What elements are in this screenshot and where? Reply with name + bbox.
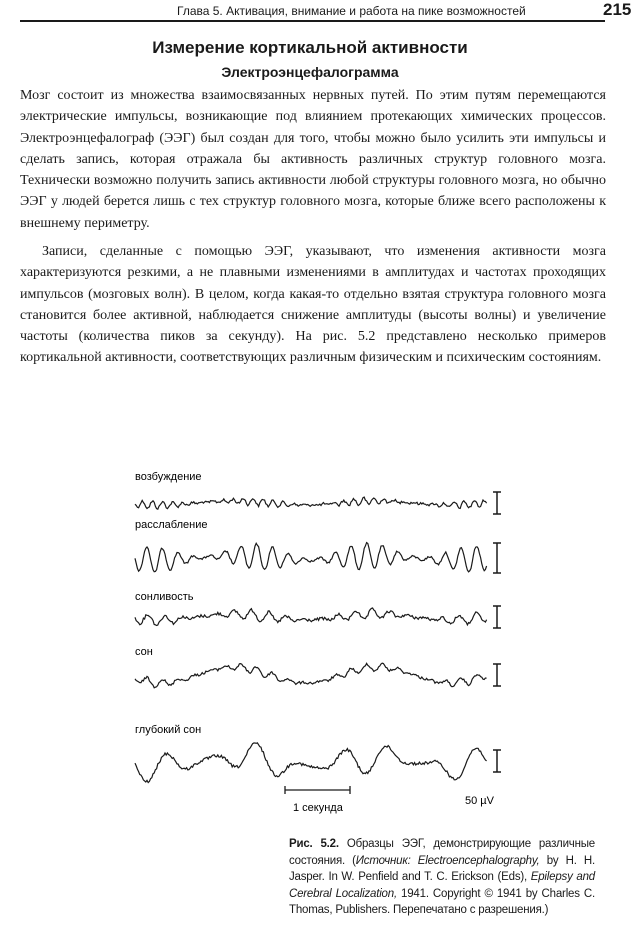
trace-label-deep-sleep: глубокий сон (135, 724, 202, 736)
paragraph-2: Записи, сделанные с помощью ЭЭГ, указывают, что изменения активности мозга характеризуются резкими, а не плавными изменениями в амплитудах и частотах проходящих импульсов (мозговых волн). В целом, когда какая-то отдельно взятая структура головного мозга становится более активной, наблюдается снижение амплитуды (высоты волны) и увеличение частоты (количества пиков за секунду). На рис. 5.2 представлено несколько примеров кортикальной активности, соответствующих различным физическим и психическим состояниям. (20, 244, 606, 366)
eeg-traces-svg (125, 460, 520, 820)
time-scale-bar (285, 786, 350, 794)
running-head-text: Глава 5. Активация, внимание и работа на пике возможностей (177, 4, 526, 18)
section-title: Измерение кортикальной активности (152, 38, 468, 57)
trace-label-sleep: сон (135, 646, 153, 658)
caption-source-label: Источник: (355, 854, 411, 867)
amplitude-scale-label: 50 µV (465, 795, 494, 807)
caption-source-rest: by H. H. Jasper. In W. Penfield and T. C. Erickson (Eds), (289, 854, 595, 884)
running-header (20, 0, 631, 22)
time-scale-label: 1 секунда (293, 802, 343, 814)
trace-label-drowsiness: сонливость (135, 591, 194, 603)
eeg-trace-sleep (135, 663, 487, 688)
eeg-trace-relaxation (135, 543, 487, 572)
trace-label-relaxation: расслабление (135, 519, 208, 531)
amplitude-scale-bars (493, 492, 501, 772)
figure-caption (289, 836, 595, 919)
section-subtitle: Электроэнцефалограмма (221, 64, 399, 80)
caption-tail: 1941. Copyright © 1941 by Charles C. Thomas, Publishers. Перепечатано с разрешения.) (289, 887, 595, 917)
eeg-trace-deep-sleep (135, 743, 487, 783)
eeg-trace-arousal (135, 497, 487, 509)
caption-text: Образцы ЭЭГ, демонстрирующие различные состояния. ( (289, 838, 595, 867)
eeg-figure (125, 460, 520, 820)
paragraph-1: Мозг состоит из множества взаимосвязанных нервных путей. По этим путям перемещаются электрические импульсы, возникающие под влиянием протекающих химических процессов. Электроэнцефалограф (ЭЭГ) был создан для того, чтобы можно было усилить эти импульсы и сделать запись, которая отражала бы активность различных структур головного мозга. Технически возможно получить запись активности любой структуры головного мозга, но обычно ЭЭГ у людей берется лишь с тех структур головного мозга, которые ближе всего расположены к внешнему периметру. (20, 88, 606, 231)
page-number: 215 (603, 0, 631, 19)
caption-book-title: Epilepsy and Cerebral Localization, (289, 871, 595, 900)
caption-source-title: Electroencephalography, (410, 854, 540, 867)
eeg-trace-drowsiness (135, 608, 487, 626)
caption-label: Рис. 5.2. (289, 838, 339, 850)
trace-label-arousal: возбуждение (135, 471, 202, 483)
